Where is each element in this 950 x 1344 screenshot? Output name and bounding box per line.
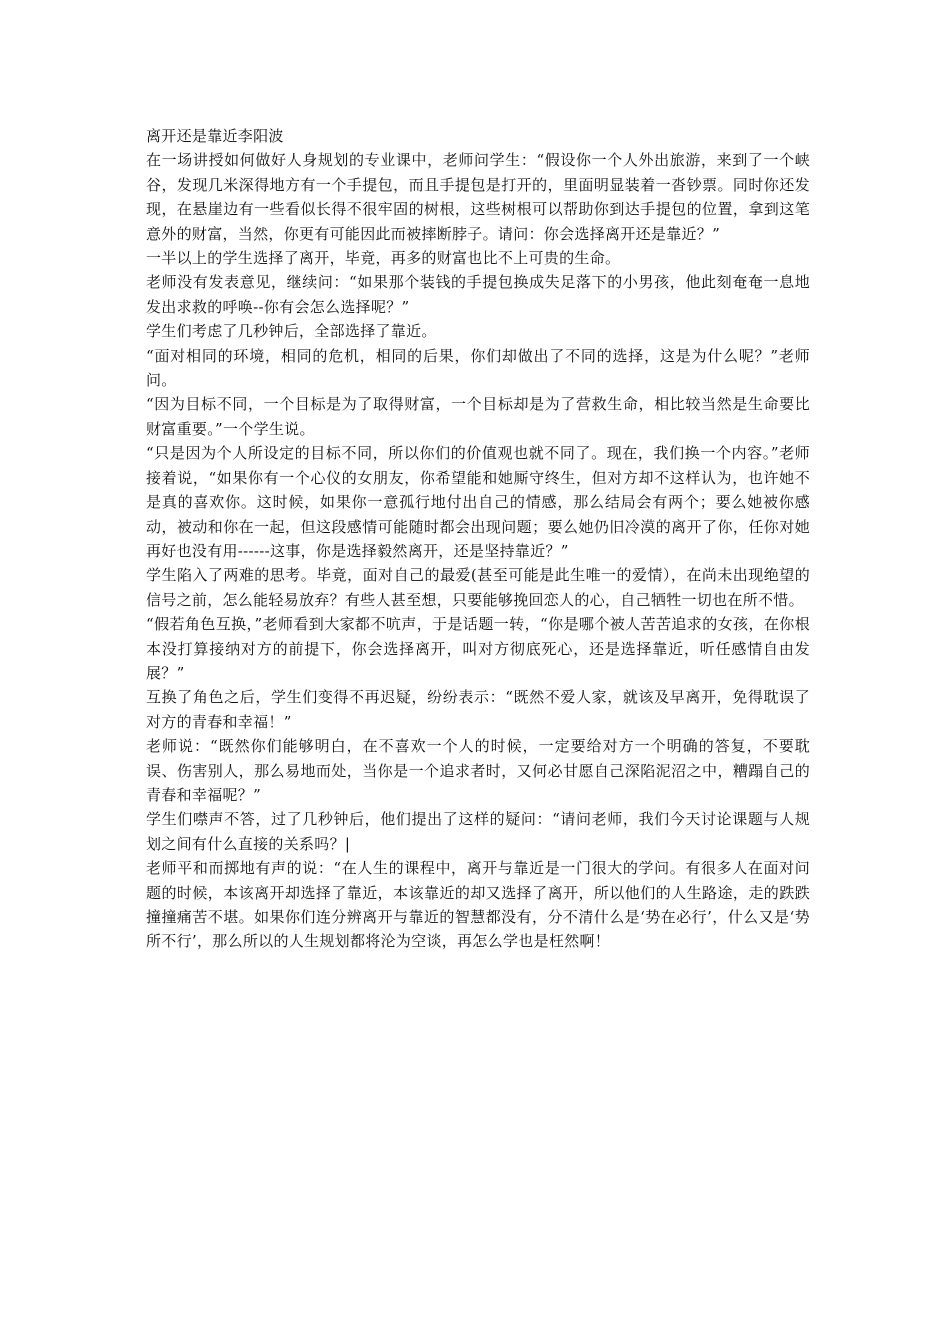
paragraph: 在一场讲授如何做好人身规划的专业课中，老师问学生：“假设你一个人外出旅游，来到了一个峡谷，发现几米深得地方有一个手提包，而且手提包是打开的，里面明显装着一沓钞票。同时你还发现，在悬崖边有一些看似长得不很牢固的树根，这些树根可以帮助你到达手提包的位置，拿到这笔意外的财富，当然，你更有可能因此而被摔断脖子。请问：你会选择离开还是靠近？” xyxy=(146,151,810,243)
paragraph: 一半以上的学生选择了离开，毕竟，再多的财富也比不上可贵的生命。 xyxy=(146,249,621,268)
paragraph: “只是因为个人所设定的目标不同，所以你们的价值观也就不同了。现在，我们换一个内容。”老师接着说，“如果你有一个心仪的女朋友，你希望能和她厮守终生，但对方却不这样认为，也许她不是真的喜欢你。这时候，如果你一意孤行地付出自己的情感，那么结局会有两个；要么她被你感动，被动和你在一起，但这段感情可能随时都会出现问题；要么她仍旧冷漠的离开了你，任你对她再好也没有用------这事，你是选择毅然离开，还是坚持靠近？” xyxy=(146,444,810,560)
paragraph: 互换了角色之后，学生们变得不再迟疑，纷纷表示：“既然不爱人家，就该及早离开，免得耽误了对方的青春和幸福！” xyxy=(146,688,810,731)
paragraph: 老师说：“既然你们能够明白，在不喜欢一个人的时候，一定要给对方一个明确的答复，不要耽误、伤害别人，那么易地而处，当你是一个追求者时，又何必甘愿自己深陷泥沼之中，糟蹋自己的青春和幸福呢？” xyxy=(146,737,810,804)
paragraph: 老师没有发表意见，继续问：“如果那个装钱的手提包换成失足落下的小男孩，他此刻奄奄一息地发出求救的呼唤--你有会怎么选择呢？” xyxy=(146,273,810,316)
paragraph: “面对相同的环境，相同的危机，相同的后果，你们却做出了不同的选择，这是为什么呢？”老师问。 xyxy=(146,346,810,390)
document-title: 离开还是靠近李阳波 xyxy=(146,127,284,145)
paragraph: 老师平和而掷地有声的说：“在人生的课程中，离开与靠近是一门很大的学问。有很多人在面对问题的时候，本该离开却选择了靠近，本该靠近的却又选择了离开，所以他们的人生路途，走的跌跌撞撞痛苦不堪。如果你们连分辨离开与靠近的智慧都没有，分不清什么是‘势在必行’，什么又是‘势所不行’，那么所以的人生规划都将沦为空谈，再怎么学也是枉然啊！ xyxy=(146,859,810,951)
paragraph: “假若角色互换，”老师看到大家都不吭声，于是话题一转，“你是哪个被人苦苦追求的女孩，在你根本没打算接纳对方的前提下，你会选择离开，叫对方彻底死心，还是选择靠近，听任感情自由发展？” xyxy=(146,615,810,682)
document-body xyxy=(146,124,810,954)
paragraph: 学生陷入了两难的思考。毕竟，面对自己的最爱(甚至可能是此生唯一的爱情），在尚未出现绝望的信号之前，怎么能轻易放弃？有些人甚至想，只要能够挽回恋人的心，自己牺牲一切也在所不惜。 xyxy=(146,566,810,609)
paragraph: 学生们考虑了几秒钟后，全部选择了靠近。 xyxy=(146,322,437,341)
paragraph: “因为目标不同，一个目标是为了取得财富，一个目标却是为了营救生命，相比较当然是生命要比财富重要。”一个学生说。 xyxy=(146,395,810,438)
paragraph: 学生们噤声不答，过了几秒钟后，他们提出了这样的疑问：“请问老师，我们今天讨论课题与人规划之间有什么直接的关系吗？| xyxy=(146,810,810,853)
